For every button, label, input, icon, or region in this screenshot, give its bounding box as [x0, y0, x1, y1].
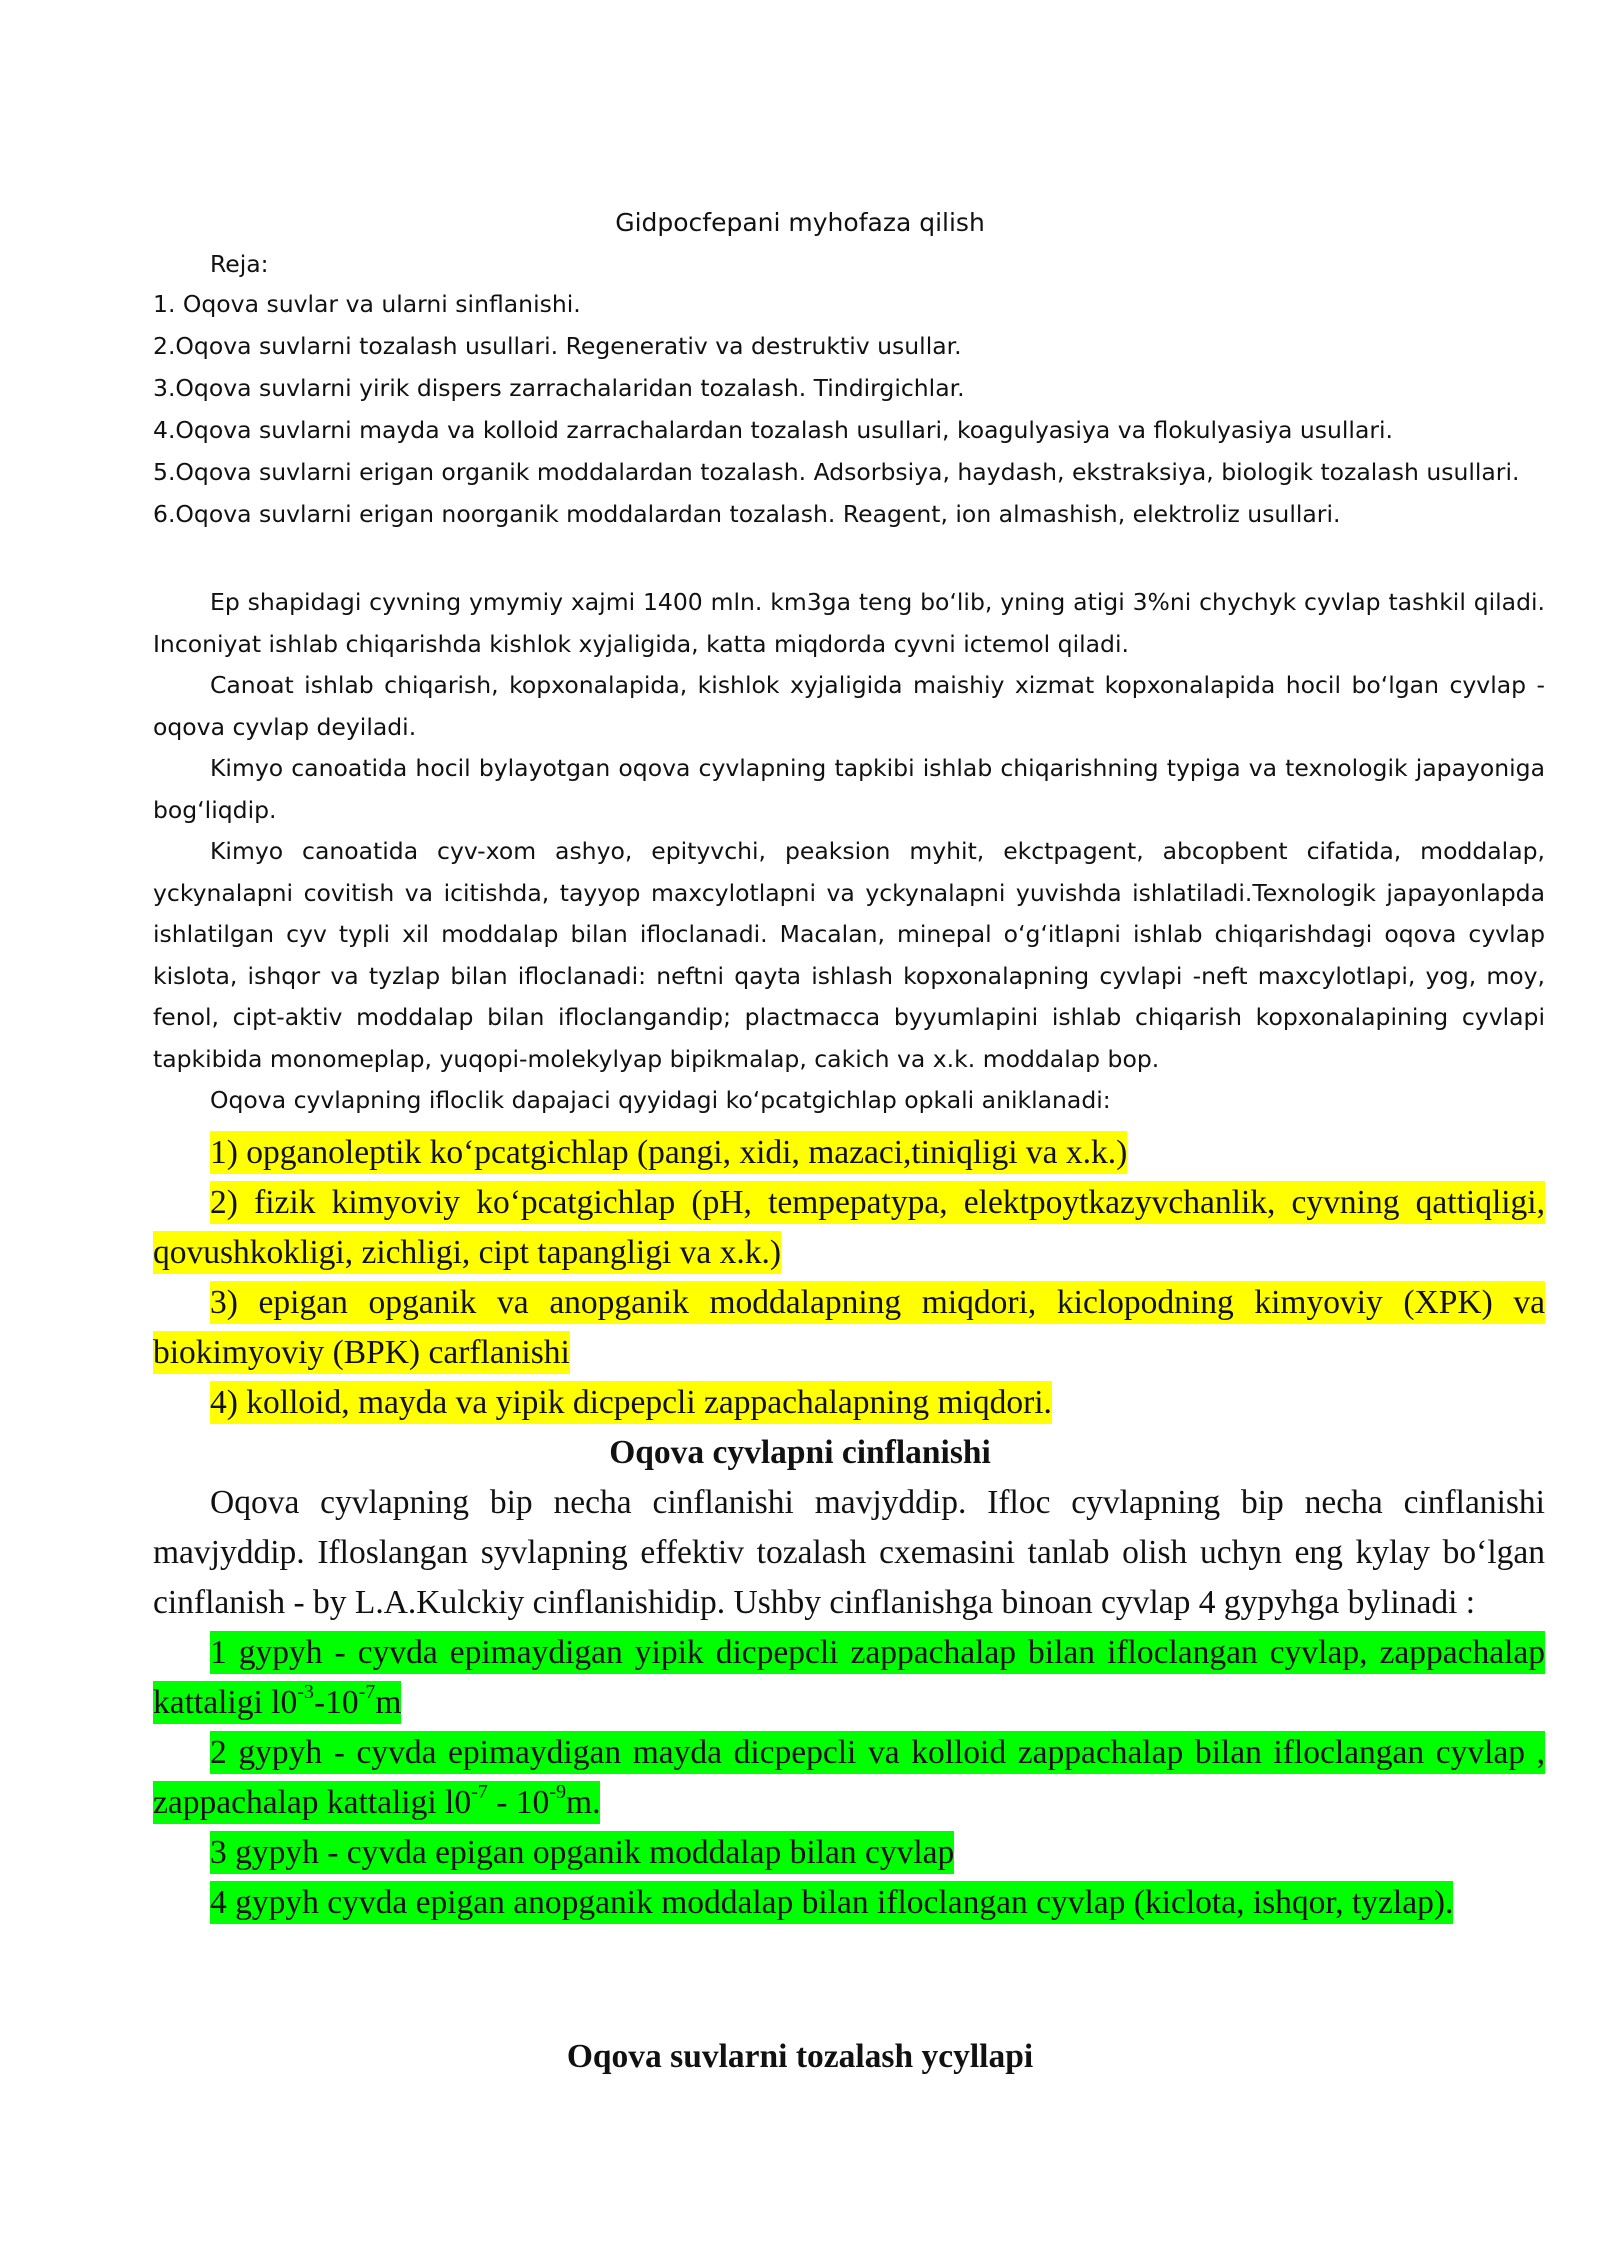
plan-item: 2.Oqova suvlarni tozalash usullari. Regenerativ va destruktiv usullar. [153, 332, 962, 360]
plan-list [153, 245, 1553, 535]
classification-section [153, 1478, 1545, 1928]
intro-paragraph: Ep shapidagi cyvning ymymiy xajmi 1400 mln. km3ga teng bo‘lib, yning atigi 3%ni chychyk cyvlap tashkil qiladi. Inconiyat ishlab chiqarishda kishlok xyjaligida, katta miqdorda cyvni ictemol qiladi. [153, 588, 1545, 658]
document-title: Gidpocfepani myhofaza qilish [615, 208, 985, 237]
plan-label: Reja: [210, 250, 269, 278]
intro-paragraph: Oqova cyvlapning ifloclik dapajaci qyyidagi ko‘pcatgichlap opkali aniklanadi: [210, 1086, 1111, 1114]
group-text [153, 1631, 1545, 1724]
group-text-main: 2 gypyh - cyvda epimaydigan mayda dicpepcli va kolloid zappachalap bilan ifloclangan cyvlap , zappachalap kattaligi l0 [153, 1734, 1545, 1821]
group-item [153, 1728, 1545, 1828]
intro-paragraph: Kimyo canoatida cyv-xom ashyo, epityvchi, peaksion myhit, ekctpagent, abcopbent cifatida, moddalap, yckynalapni covitish va icitishda, tayyop maxcylotlapni va yckynalapni yuvishda ishlatiladi.Texnologik japayonlapda ishlatilgan cyv typli xil moddalap bilan ifloclanadi. Macalan, minepal o‘g‘itlapni ishlab chiqarishdagi oqova cyvlap kislota, ishqor va tyzlap bilan ifloclanadi: neftni qayta ishlash kopxonalapning cyvlapi -neft maxcylotlapi, yog, moy, fenol, cipt-aktiv moddalap bilan ifloclangandip; plactmacca byyumlapini ishlab chiqarish kopxonalapining cyvlapi tapkibida monomeplap, yuqopi-molekylyap bipikmalap, cakich va x.k. moddalap bop. [153, 837, 1545, 1073]
intro-section [153, 582, 1545, 1122]
group-text-mid: - 10 [487, 1784, 550, 1821]
indicator-text: 2) fizik kimyoviy ko‘pcatgichlap (pH, tempepatypa, elektpoytkazyvchanlik, cyvning qattiqligi, qovushkokligi, zichligi, cipt tapangligi va x.k.) [153, 1181, 1545, 1274]
group-text-mid: -10 [313, 1684, 359, 1721]
group-item [153, 1828, 1545, 1878]
group-item [153, 1878, 1545, 1928]
plan-item: 6.Oqova suvlarni erigan noorganik moddalardan tozalash. Reagent, ion almashish, elektroliz usullari. [153, 500, 1341, 528]
indicator-item [153, 1378, 1545, 1428]
group-text-main: 1 gypyh - cyvda epimaydigan yipik dicpepcli zappachalap bilan ifloclangan cyvlap, zappachalap kattaligi l0 [153, 1634, 1545, 1721]
plan-item: 1. Oqova suvlar va ularni sinflanishi. [153, 290, 581, 318]
exponent: -9 [549, 1780, 567, 1803]
indicator-text: 1) opganoleptik ko‘pcatgichlap (pangi, xidi, mazaci,tiniqligi va x.k.) [210, 1131, 1127, 1174]
plan-item: 5.Oqova suvlarni erigan organik moddalardan tozalash. Adsorbsiya, haydash, ekstraksiya, biologik tozalash usullari. [153, 458, 1520, 486]
plan-item: 3.Oqova suvlarni yirik dispers zarrachalaridan tozalash. Tindirgichlar. [153, 374, 965, 402]
intro-paragraph: Canoat ishlab chiqarish, kopxonalapida, kishlok xyjaligida maishiy xizmat kopxonalapida hocil bo‘lgan cyvlap - oqova cyvlap deyiladi. [153, 671, 1545, 741]
indicator-item [153, 1128, 1545, 1178]
group-item [153, 1628, 1545, 1728]
group-text: 3 gypyh - cyvda epigan opganik moddalap bilan cyvlap [210, 1831, 954, 1874]
section-heading-methods: Oqova suvlarni tozalash ycyllapi [566, 2038, 1034, 2075]
indicator-text: 4) kolloid, mayda va yipik dicpepcli zappachalapning miqdori. [210, 1381, 1052, 1424]
indicator-text: 3) epigan opganik va anopganik moddalapning miqdori, kiclopodning kimyoviy (XPK) va biokimyoviy (BPK) carflanishi [153, 1281, 1545, 1374]
intro-paragraph: Kimyo canoatida hocil bylayotgan oqova cyvlapning tapkibi ishlab chiqarishning typiga va texnologik japayoniga bog‘liqdip. [153, 754, 1545, 824]
indicator-item [153, 1278, 1545, 1378]
classification-paragraph: Oqova cyvlapning bip necha cinflanishi mavjyddip. Ifloc cyvlapning bip necha cinflanishi mavjyddip. Ifloslаngan syvlapning effektiv tozalash cxemasini tanlab olish uchyn eng kylay bo‘lgan cinflanish - by L.A.Kulckiy cinflanishidip. Ushby cinflanishga binoan cyvlap 4 gypyhga bylinadi : [153, 1484, 1545, 1621]
indicators-list [153, 1128, 1545, 1428]
exponent: -3 [297, 1680, 314, 1703]
section-heading-classification: Oqova cyvlapni cinflanishi [609, 1434, 991, 1471]
group-text-unit: m [375, 1684, 402, 1721]
group-text [153, 1731, 1545, 1824]
exponent: -7 [358, 1680, 376, 1703]
exponent: -7 [471, 1780, 488, 1803]
plan-item: 4.Oqova suvlarni mayda va kolloid zarrachalardan tozalash usullari, koagulyasiya va flokulyasiya usullari. [153, 416, 1394, 444]
group-text-unit: m. [566, 1784, 601, 1821]
group-text: 4 gypyh cyvda epigan anopganik moddalap bilan ifloclangan cyvlap (kiclota, ishqor, tyzlap). [210, 1881, 1453, 1924]
indicator-item [153, 1178, 1545, 1278]
